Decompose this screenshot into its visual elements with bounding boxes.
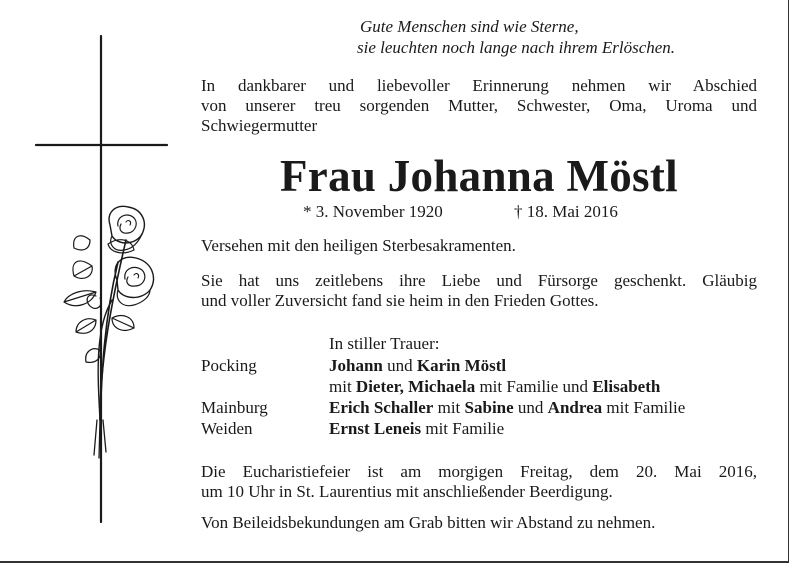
sacraments-text: Versehen mit den heiligen Sterbesakramenten. bbox=[201, 236, 516, 255]
family-name: Johann bbox=[329, 356, 383, 375]
motto-line-2: sie leuchten noch lange nach ihrem Erlöschen. bbox=[357, 38, 676, 57]
mass-line-1: Die Eucharistiefeier ist am morgigen Freitag, dem 20. Mai 2016, bbox=[201, 462, 757, 481]
family-text: und bbox=[382, 356, 417, 375]
deceased-name: Frau Johanna Möstl bbox=[280, 151, 678, 201]
family-name: Elisabeth bbox=[592, 377, 661, 396]
family-names bbox=[329, 398, 685, 419]
family-name: Sabine bbox=[464, 398, 514, 417]
motto bbox=[357, 16, 770, 58]
love-line-1: Sie hat uns zeitlebens ihre Liebe und Fürsorge geschenkt. Gläubig bbox=[201, 271, 757, 290]
mourning-label: In stiller Trauer: bbox=[329, 334, 440, 353]
mass-paragraph bbox=[201, 462, 757, 502]
family-place: Weiden bbox=[201, 419, 253, 438]
family-place: Mainburg bbox=[201, 398, 268, 417]
mass-line-2: um 10 Uhr in St. Laurentius mit anschließender Beerdigung. bbox=[201, 482, 613, 501]
family-text: mit bbox=[329, 377, 356, 396]
family-name: Dieter, Michaela bbox=[355, 377, 476, 396]
intro-line-2: von unserer treu sorgenden Mutter, Schwester, Oma, Uroma und bbox=[201, 96, 757, 115]
intro-line-3: Schwiegermutter bbox=[201, 116, 318, 135]
cross-with-roses-icon bbox=[0, 0, 200, 530]
family-names bbox=[329, 356, 506, 377]
family-names bbox=[329, 377, 660, 398]
birth-date: * 3. November 1920 bbox=[303, 202, 443, 221]
family-text: mit Familie bbox=[602, 398, 686, 417]
family-place: Pocking bbox=[201, 356, 257, 375]
family-text: und bbox=[513, 398, 548, 417]
intro-paragraph bbox=[201, 76, 757, 136]
intro-line-1: In dankbarer und liebevoller Erinnerung nehmen wir Abschied bbox=[201, 76, 757, 95]
family-names bbox=[329, 419, 504, 440]
family-name: Erich Schaller bbox=[329, 398, 434, 417]
motto-line-1: Gute Menschen sind wie Sterne, bbox=[360, 17, 579, 36]
family-text: mit Familie bbox=[421, 419, 505, 438]
death-date: † 18. Mai 2016 bbox=[514, 202, 618, 221]
condolences-note: Von Beileidsbekundungen am Grab bitten wir Abstand zu nehmen. bbox=[201, 513, 656, 532]
family-text: mit Familie und bbox=[475, 377, 593, 396]
family-name: Ernst Leneis bbox=[329, 419, 422, 438]
family-text: mit bbox=[433, 398, 465, 417]
love-paragraph bbox=[201, 271, 757, 311]
family-name: Andrea bbox=[547, 398, 603, 417]
family-name: Karin Möstl bbox=[416, 356, 507, 375]
love-line-2: und voller Zuversicht fand sie heim in den Frieden Gottes. bbox=[201, 291, 599, 310]
